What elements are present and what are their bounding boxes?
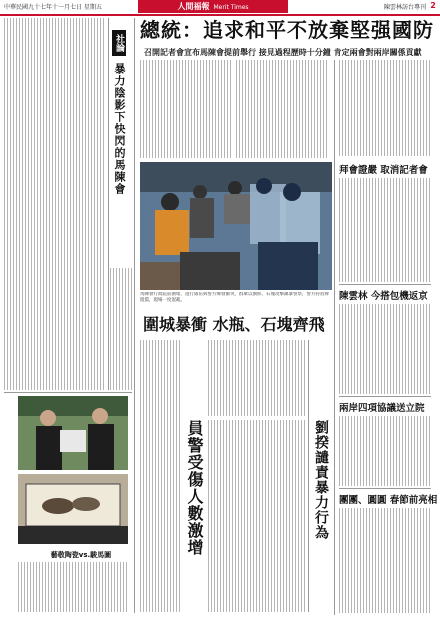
masthead-en: Merit Times — [213, 4, 249, 11]
mid-body-text — [208, 420, 306, 612]
right-body-text — [339, 304, 431, 394]
mid-body-text — [140, 340, 180, 612]
section-name: 陳雲林訪台專刊 — [383, 4, 426, 11]
column-rule — [334, 60, 335, 615]
vertical-headline-premier[interactable]: 劉揆譴責暴力行為 — [313, 420, 329, 540]
riot-photo[interactable] — [140, 162, 332, 290]
main-subhead: 召開記者會宣布馬陳會提前舉行 接見過程歷時十分鐘 肯定兩會對兩岸關係貢獻 — [144, 48, 422, 57]
editorial-badge: 社論 — [112, 30, 126, 56]
page-number: 2 — [430, 1, 436, 10]
column-rule — [134, 18, 135, 613]
right-body-text — [339, 178, 431, 282]
riot-photo-image — [140, 162, 332, 290]
mid-headline[interactable]: 圍城暴衝 水瓶、石塊齊飛 — [143, 315, 325, 334]
editorial-body-text-2 — [110, 268, 132, 390]
column-rule — [108, 18, 109, 390]
column-rule — [339, 488, 431, 489]
gift-exchange-image — [18, 396, 128, 470]
right-body-text — [339, 60, 431, 156]
column-rule — [4, 392, 132, 393]
column-rule — [339, 284, 431, 285]
right-headline-1[interactable]: 拜會證嚴 取消記者會 — [339, 165, 428, 176]
gift-exchange-photo[interactable] — [18, 396, 128, 470]
main-headline[interactable]: 總統：追求和平不放棄堅强國防 — [140, 18, 434, 42]
right-headline-4[interactable]: 團團、圓圓 春節前亮相 — [339, 495, 438, 506]
editorial-body-text — [4, 18, 106, 390]
horse-painting-image — [18, 474, 128, 544]
right-headline-3[interactable]: 兩岸四項協議送立院 — [339, 403, 425, 414]
masthead-logo[interactable] — [138, 0, 288, 13]
right-body-text — [339, 416, 431, 486]
photo-caption: 馬陳會行政院前圍堵，遊行隊伍與警方爆發衝突，群眾以旗桿、石塊攻擊鎮暴警察，警方持盾牌阻擋，現場一度混亂。 — [140, 292, 329, 303]
issue-date: 中華民國九十七年十一月七日 星期五 — [4, 4, 102, 11]
editorial-headline[interactable]: 暴力陰影下快閃的馬陳會 — [113, 63, 126, 195]
main-body-text — [236, 60, 328, 158]
photo-title: 藝敬陶瓷vs.駿馬圖 — [50, 551, 112, 559]
horse-painting-photo[interactable] — [18, 474, 128, 544]
column-rule — [339, 396, 431, 397]
vertical-headline-injuries[interactable]: 員警受傷人數激增 — [185, 420, 204, 556]
column-rule — [308, 340, 309, 612]
main-body-text — [140, 60, 232, 158]
mid-body-text — [208, 340, 306, 416]
right-body-text — [339, 508, 431, 613]
photo-description-text — [18, 562, 128, 612]
right-headline-2[interactable]: 陳雲林 今搭包機返京 — [339, 291, 428, 302]
masthead-cn: 人間福報 — [177, 2, 210, 11]
